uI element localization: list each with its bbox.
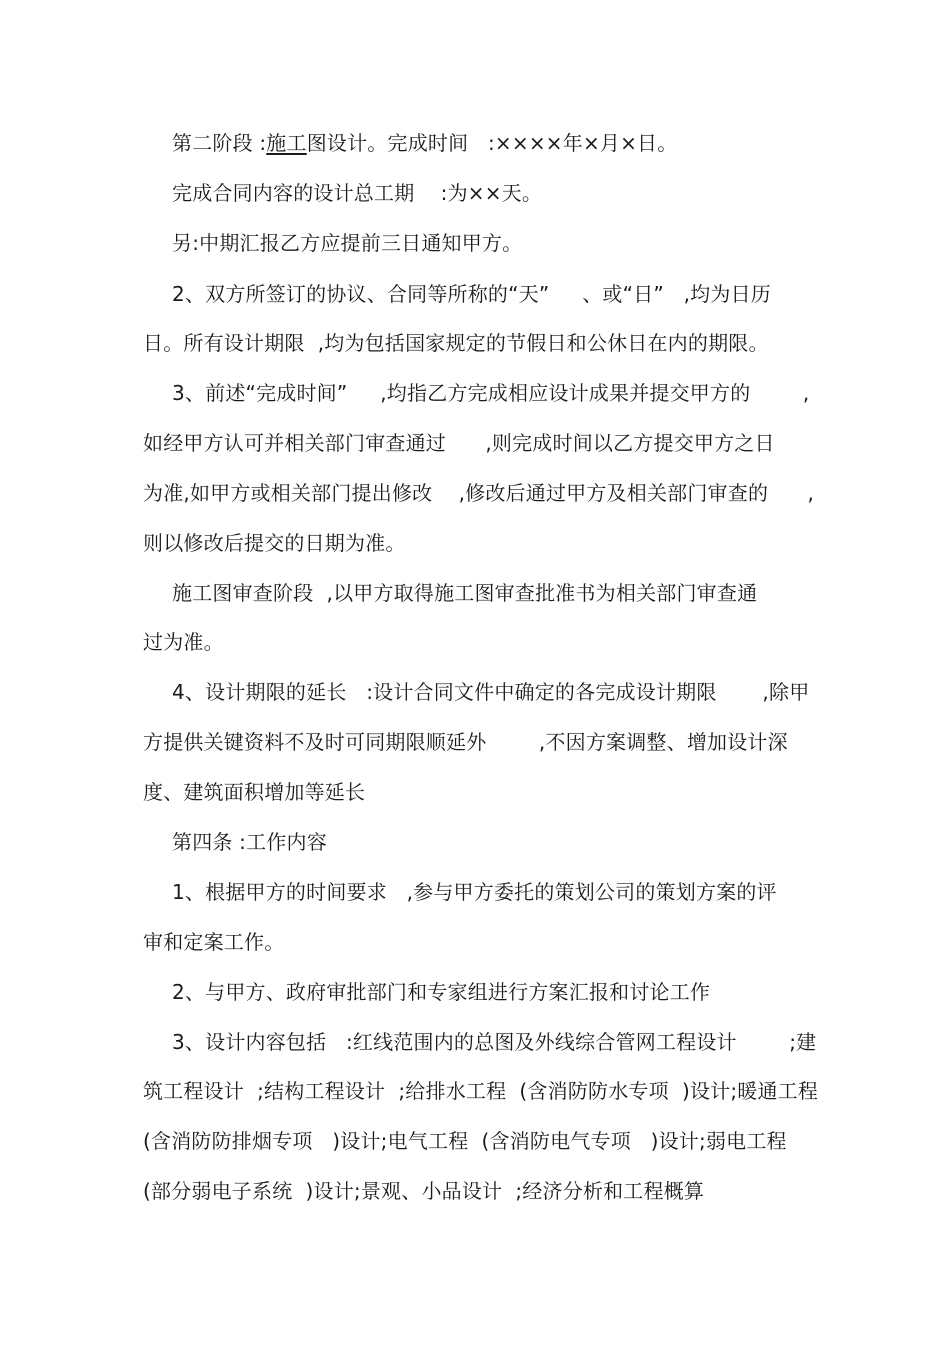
line-1-underlined-term: 施工 [266, 131, 307, 155]
paragraph-line-13: 方提供关键资料不及时可同期限顺延外 ,不因方案调整、增加设计深 [143, 730, 788, 754]
paragraph-line-14: 度、建筑面积增加等延长 [143, 780, 366, 804]
paragraph-line-19: 3、设计内容包括 :红线范围内的总图及外线综合管网工程设计 ;建 [172, 1030, 817, 1054]
paragraph-line-2: 完成合同内容的设计总工期 :为××天。 [172, 181, 543, 205]
paragraph-line-11: 过为准。 [143, 630, 224, 654]
paragraph-line-21: (含消防防排烟专项 )设计;电气工程 (含消防电气专项 )设计;弱电工程 [143, 1129, 787, 1153]
section-heading-article-4: 第四条 :工作内容 [172, 830, 327, 854]
line-1-suffix: 图设计。完成时间 :××××年×月×日。 [306, 131, 678, 155]
paragraph-line-10: 施工图审查阶段 ,以甲方取得施工图审查批准书为相关部门审查通 [172, 581, 758, 605]
paragraph-line-20: 筑工程设计 ;结构工程设计 ;给排水工程 (含消防防水专项 )设计;暖通工程 [143, 1079, 819, 1103]
paragraph-line-16: 1、根据甲方的时间要求 ,参与甲方委托的策划公司的策划方案的评 [172, 880, 777, 904]
paragraph-line-6: 3、前述“完成时间” ,均指乙方完成相应设计成果并提交甲方的 , [172, 381, 810, 405]
paragraph-line-17: 审和定案工作。 [143, 930, 285, 954]
paragraph-line-22: (部分弱电子系统 )设计;景观、小品设计 ;经济分析和工程概算 [143, 1179, 705, 1203]
paragraph-line-4: 2、双方所签订的协议、合同等所称的“天” 、或“日” ,均为日历 [172, 282, 771, 306]
paragraph-line-3: 另:中期汇报乙方应提前三日通知甲方。 [172, 231, 523, 255]
paragraph-line-7: 如经甲方认可并相关部门审查通过 ,则完成时间以乙方提交甲方之日 [143, 431, 775, 455]
paragraph-line-18: 2、与甲方、政府审批部门和专家组进行方案汇报和讨论工作 [172, 980, 711, 1004]
paragraph-line-5: 日。所有设计期限 ,均为包括国家规定的节假日和公休日在内的期限。 [143, 331, 769, 355]
paragraph-line-9: 则以修改后提交的日期为准。 [143, 531, 406, 555]
line-1-prefix: 第二阶段 : [172, 131, 267, 155]
paragraph-line-1 [172, 130, 677, 156]
paragraph-line-12: 4、设计期限的延长 :设计合同文件中确定的各完成设计期限 ,除甲 [172, 680, 810, 704]
paragraph-line-8: 为准,如甲方或相关部门提出修改 ,修改后通过甲方及相关部门审查的 , [143, 481, 815, 505]
